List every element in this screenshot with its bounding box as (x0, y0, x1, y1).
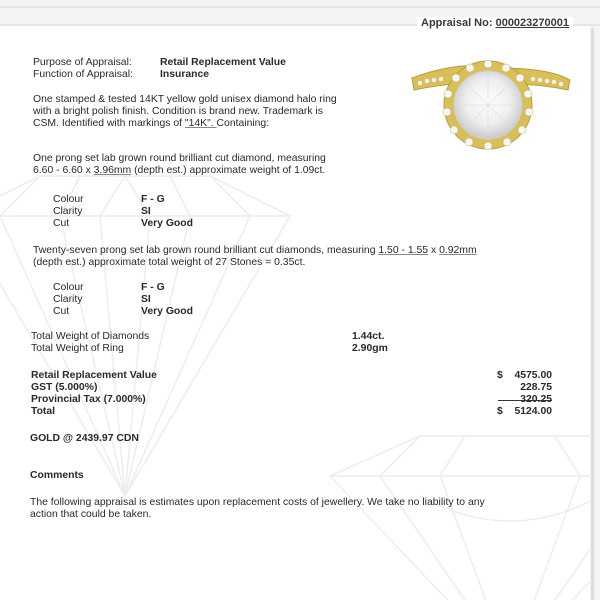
center-clarity-label: Clarity (53, 206, 83, 217)
description-line-3-prefix: CSM. Identified with markings of (33, 118, 185, 129)
diamonds-weight-value: 1.44ct. (352, 331, 385, 342)
gst-amount: 228.75 (520, 382, 552, 393)
center-stone-size: 6.60 - 6.60 x (33, 165, 94, 176)
function-label: Function of Appraisal: (33, 69, 133, 80)
ring-weight-value: 2.90gm (352, 343, 388, 354)
gold-rate: GOLD @ 2439.97 CDN (30, 433, 139, 444)
description-line-3-suffix: Containing: (216, 118, 270, 129)
provincial-tax-label: Provincial Tax (7.000%) (31, 394, 146, 405)
retail-value-label: Retail Replacement Value (31, 370, 157, 381)
retail-value-amount: 4575.00 (514, 370, 552, 381)
side-stones-desc: Twenty-seven prong set lab grown round brilliant cut diamonds, measuring (33, 245, 379, 256)
center-stone-depth: 3.96mm (93, 165, 132, 176)
side-clarity-label: Clarity (53, 294, 83, 305)
center-colour-value: F - G (141, 194, 165, 205)
gst-label: GST (5.000%) (31, 382, 98, 393)
center-colour-label: Colour (53, 194, 84, 205)
currency-symbol-total: $ (497, 406, 503, 417)
diamonds-weight-label: Total Weight of Diamonds (31, 331, 150, 342)
function-value: Insurance (160, 69, 210, 80)
marking-text: "14K". (184, 118, 217, 129)
side-colour-value: F - G (141, 282, 165, 293)
center-stone-weight: (depth est.) approximate weight of 1.09ct. (131, 165, 326, 176)
currency-symbol: $ (497, 370, 503, 381)
description-line-1: One stamped & tested 14KT yellow gold unisex diamond halo ring (33, 94, 337, 105)
side-stones-x: x (428, 245, 440, 256)
center-cut-value: Very Good (141, 218, 193, 229)
side-stones-size: 1.50 - 1.55 (378, 245, 429, 256)
side-cut-value: Very Good (141, 306, 193, 317)
side-colour-label: Colour (53, 282, 84, 293)
sheet-edge-shadow (591, 28, 594, 600)
side-cut-label: Cut (53, 306, 70, 317)
center-cut-label: Cut (53, 218, 70, 229)
ring-weight-label: Total Weight of Ring (31, 343, 124, 354)
center-stone-line-2 (33, 165, 325, 177)
comments-line-1: The following appraisal is estimates upon replacement costs of jewellery. We take no liability to any (30, 497, 485, 508)
appraisal-number (417, 17, 573, 29)
appraisal-number-value: 000023270001 (495, 17, 569, 29)
description-line-3 (33, 118, 269, 130)
side-stones-line-2: (depth est.) approximate total weight of 27 Stones = 0.35ct. (33, 257, 306, 268)
purpose-label: Purpose of Appraisal: (33, 57, 132, 68)
side-stones-line-1 (33, 245, 477, 257)
appraisal-number-label: Appraisal No: (421, 17, 493, 29)
top-border-line (0, 6, 600, 8)
side-stones-depth: 0.92mm (439, 245, 477, 256)
ring-photo (400, 50, 580, 150)
subtotal-rule (498, 400, 552, 401)
center-stone-line-1: One prong set lab grown round brilliant cut diamond, measuring (33, 153, 326, 164)
comments-line-2: action that could be taken. (30, 509, 152, 520)
total-label: Total (31, 406, 56, 417)
description-line-2: with a bright polish finish. Condition is brand new. Trademark is (33, 106, 323, 117)
center-clarity-value: SI (141, 206, 151, 217)
comments-heading: Comments (30, 470, 84, 481)
side-clarity-value: SI (141, 294, 151, 305)
purpose-value: Retail Replacement Value (160, 57, 286, 68)
total-amount: 5124.00 (514, 406, 552, 417)
